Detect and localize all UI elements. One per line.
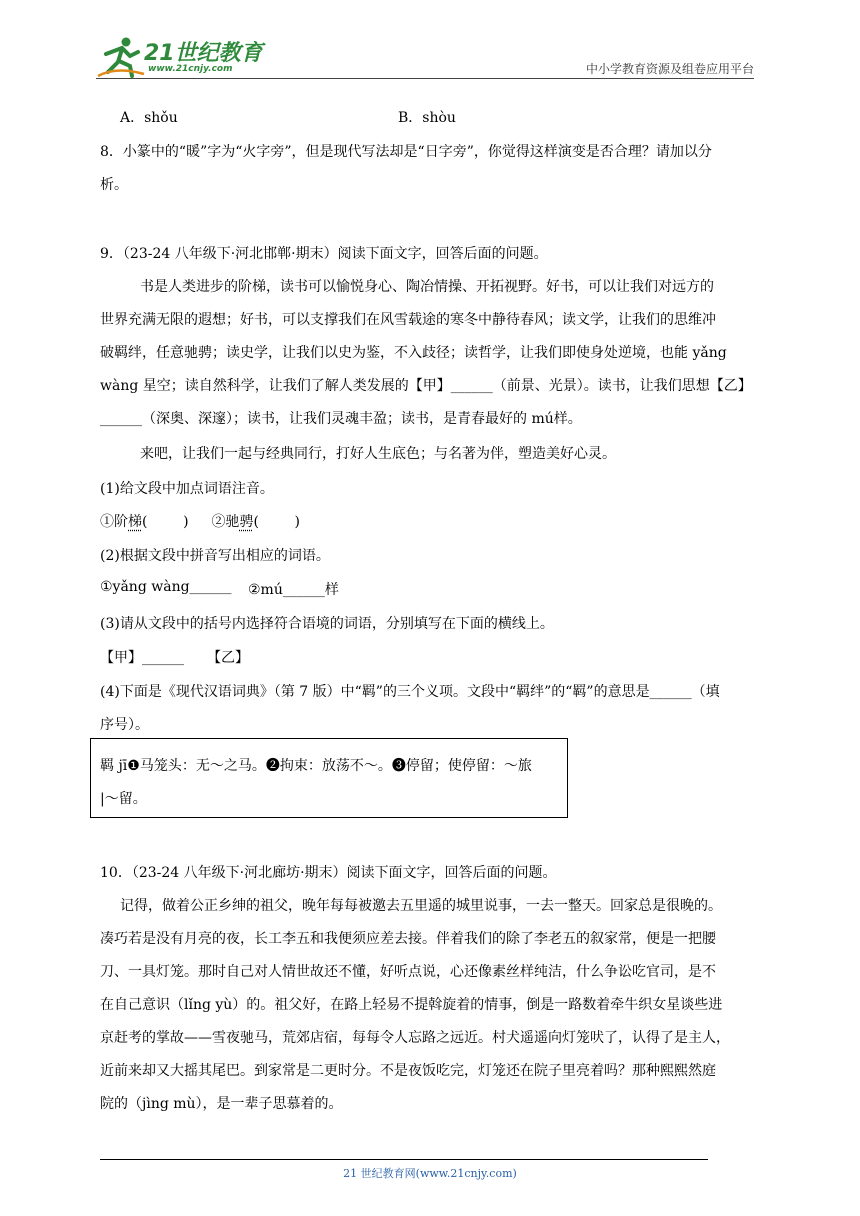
site-logo bbox=[96, 36, 266, 80]
logo-wordmark: 21世纪教育 bbox=[144, 41, 263, 66]
q9-sub3-answer-yi: 【乙】 bbox=[207, 650, 249, 666]
running-figure-icon bbox=[96, 36, 146, 78]
option-a: A．shǒu bbox=[120, 110, 178, 126]
page-footer: 21 世纪教育网(www.21cnjy.com) bbox=[343, 1167, 517, 1180]
q9-sub1-question: (1)给文段中加点词语注音。 bbox=[100, 481, 274, 497]
q10-line: 刀、一具灯笼。那时自己对人情世故还不懂，好听点说，心还像素丝样纯洁，什么争讼吃官司，是不 bbox=[100, 964, 716, 980]
q9-sub3-answer-jia: 【甲】______ bbox=[100, 650, 184, 666]
q9-sub1-answers bbox=[100, 511, 300, 531]
q10-line: 院的（jìng mù），是一辈子思慕着的。 bbox=[100, 1096, 343, 1112]
q10-line: 记得，做着公正乡绅的祖父，晚年每每被邀去五里遥的城里说事，一去一整天。回家总是很晚的。 bbox=[120, 898, 722, 914]
q9-sub2-answer1: ①yǎng wàng______ bbox=[100, 579, 232, 595]
q9-para2: 来吧，让我们一起与经典同行，打好人生底色；与名著为伴，塑造美好心灵。 bbox=[140, 446, 616, 462]
q9-para1-line4: wàng 星空；读自然科学，让我们了解人类发展的【甲】______（前景、光景）。读书，让我们思想【乙】 bbox=[100, 378, 752, 394]
q9-sub4-question-line1: (4)下面是《现代汉语词典》（第 7 版）中“羁”的三个义项。文段中“羁绊”的“羁”的意思是______（填 bbox=[100, 684, 720, 700]
sub1-a2-dotted-char: 骋 bbox=[239, 514, 254, 530]
q8-line1: 8．小篆中的“暖”字为“火字旁”，但是现代写法却是“日字旁”，你觉得这样演变是否合理？请加以分 bbox=[100, 144, 712, 160]
sub1-a2-prefix: ②驰 bbox=[211, 514, 240, 530]
sub1-a1-dotted-char: 梯 bbox=[128, 514, 142, 530]
q8-line2: 析。 bbox=[100, 177, 128, 193]
dict-line1: 羁 jī❶马笼头：无～之马。❷拘束：放荡不～。❸停留；使停留：～旅 bbox=[100, 758, 532, 774]
logo-url: www.21cnjy.com bbox=[148, 64, 233, 74]
sub1-a2-blank: ( ) bbox=[253, 514, 300, 530]
sub1-a1-prefix: ①阶 bbox=[100, 514, 128, 530]
option-b: B．shòu bbox=[398, 110, 456, 126]
q9-sub2-question: (2)根据文段中拼音写出相应的词语。 bbox=[100, 548, 330, 564]
page-header bbox=[0, 0, 860, 84]
platform-name: 中小学教育资源及组卷应用平台 bbox=[585, 62, 754, 76]
sub1-a1-blank: ( ) bbox=[142, 514, 189, 530]
q9-para1-line5: ______（深奥、深邃）；读书，让我们灵魂丰盈；读书，是青春最好的 mú样。 bbox=[100, 411, 582, 427]
dictionary-entry-box bbox=[90, 738, 568, 818]
q9-para1-line2: 世界充满无限的遐想；好书，可以支撑我们在风雪载途的寒冬中静待春风；读文学，让我们的思维冲 bbox=[100, 312, 716, 328]
q9-para1-line3: 破羁绊，任意驰骋；读史学，让我们以史为鉴，不入歧径；读哲学，让我们即使身处逆境，也能 yǎng bbox=[100, 345, 727, 361]
q9-sub4-question-line2: 序号）。 bbox=[100, 717, 149, 733]
q9-sub2-answer2: ②mú______样 bbox=[248, 582, 339, 598]
dict-line2: |～留。 bbox=[100, 791, 147, 807]
q9-sub3-question: (3)请从文段中的括号内选择符合语境的词语，分别填写在下面的横线上。 bbox=[100, 616, 554, 632]
q9-para1-line1: 书是人类进步的阶梯，读书可以愉悦身心、陶冶情操、开拓视野。好书，可以让我们对远方的 bbox=[140, 279, 714, 295]
q10-title: 10．（23-24 八年级下·河北廊坊·期末）阅读下面文字，回答后面的问题。 bbox=[100, 865, 557, 881]
q10-line: 京赶考的掌故——雪夜驰马，荒郊店宿，每每令人忘路之远近。村犬遥遥向灯笼吠了，认得了是主人， bbox=[100, 1030, 730, 1046]
footer-divider bbox=[100, 1159, 708, 1160]
q10-line: 凑巧若是没有月亮的夜，长工李五和我便须应差去接。伴着我们的除了李老五的叙家常，便是一把腰 bbox=[100, 931, 716, 947]
q10-line: 在自己意识（lǐng yù）的。祖父好，在路上轻易不提斡旋着的情事，倒是一路数着牵牛织女星谈些进 bbox=[100, 997, 723, 1013]
header-divider bbox=[96, 78, 754, 79]
q10-line: 近前来却又大摇其尾巴。到家常是二更时分。不是夜饭吃完，灯笼还在院子里亮着吗？那种熙熙然庭 bbox=[100, 1063, 716, 1079]
q9-title: 9．（23-24 八年级下·河北邯郸·期末）阅读下面文字，回答后面的问题。 bbox=[100, 246, 548, 262]
